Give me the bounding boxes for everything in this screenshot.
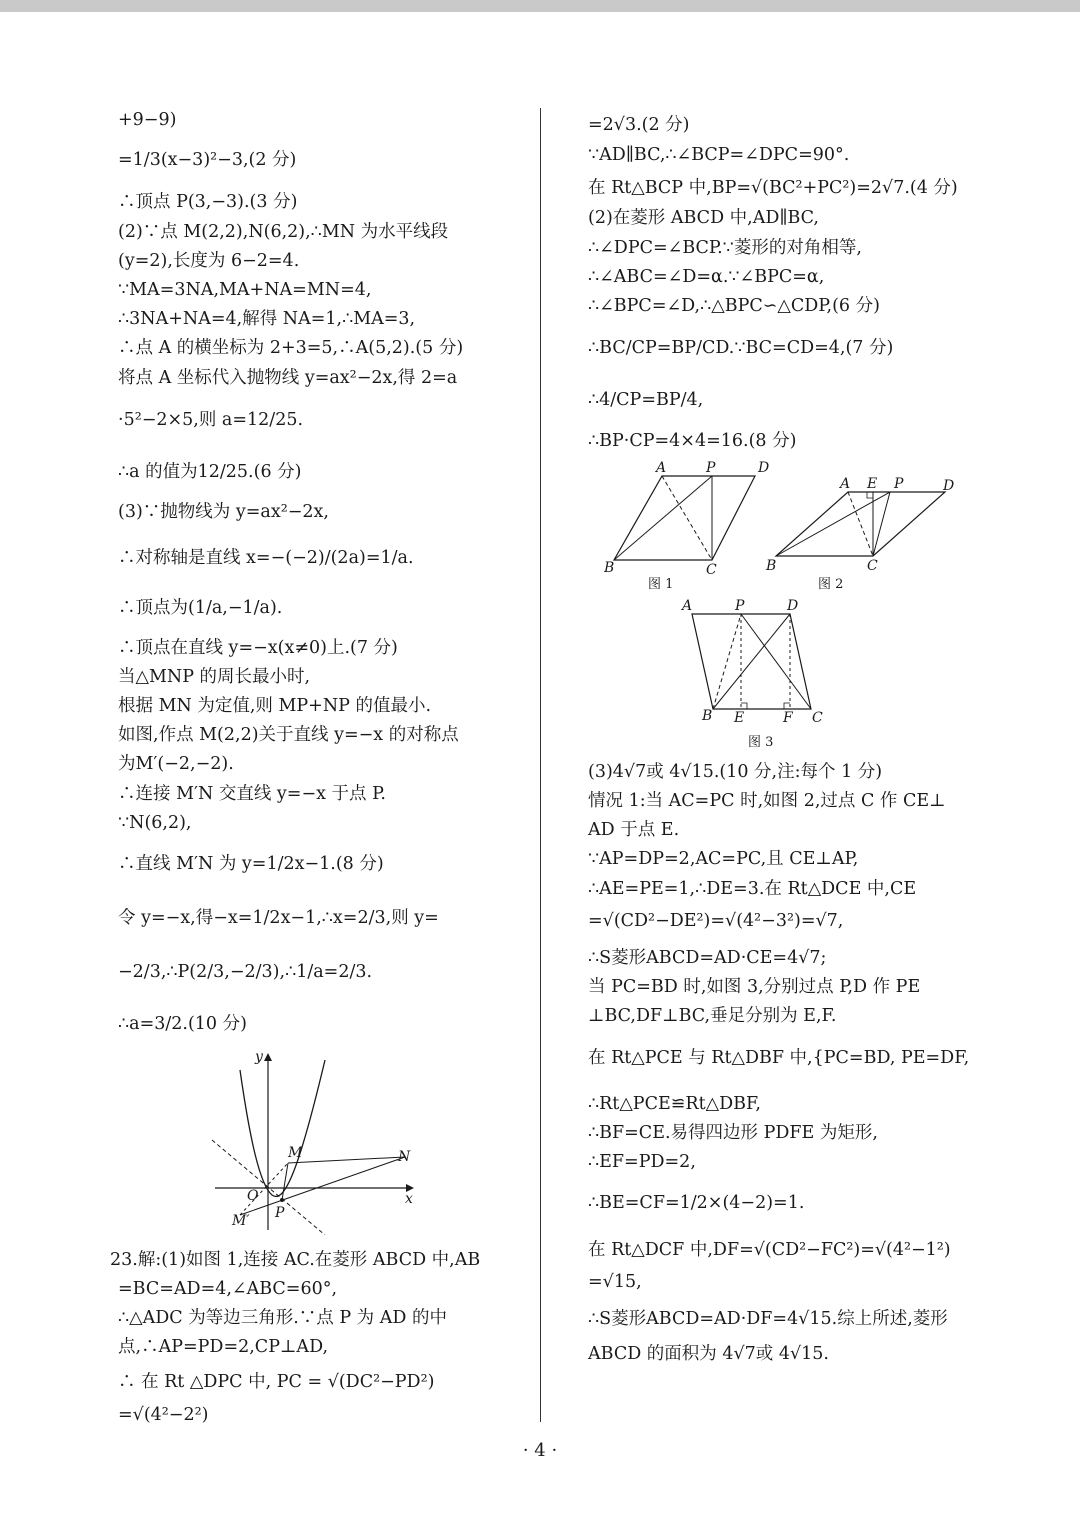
fig2-label-e: E	[867, 476, 878, 492]
text-line: ∴顶点在直线 y=−x(x≠0)上.(7 分)	[118, 638, 398, 658]
text-line: AD 于点 E.	[588, 820, 680, 840]
column-divider	[540, 108, 541, 1422]
point-label-o: O	[247, 1188, 259, 1204]
fig3-label-a: A	[682, 598, 693, 614]
fig3-label-p: P	[735, 598, 745, 614]
text-line: 当 PC=BD 时,如图 3,分别过点 P,D 作 PE	[588, 977, 921, 997]
text-line: ∴3NA+NA=4,解得 NA=1,∴MA=3,	[118, 309, 416, 329]
text-line: ∴S菱形ABCD=AD·DF=4√15.综上所述,菱形	[588, 1309, 948, 1329]
text-line: 23.解:(1)如图 1,连接 AC.在菱形 ABCD 中,AB	[110, 1250, 481, 1270]
text-line: (2)∵点 M(2,2),N(6,2),∴MN 为水平线段	[118, 222, 449, 242]
text-line: ∴∠BPC=∠D,∴△BPC∽△CDP,(6 分)	[588, 296, 880, 316]
point-label-p: P	[275, 1205, 285, 1221]
text-line: ∴∠DPC=∠BCP.∵菱形的对角相等,	[588, 238, 862, 258]
text-line: ∴ 在 Rt △DPC 中, PC = √(DC²−PD²)	[118, 1372, 435, 1392]
fig2-label-a: A	[840, 476, 851, 492]
text-line: (2)在菱形 ABCD 中,AD∥BC,	[588, 208, 819, 228]
text-line: ∵N(6,2),	[118, 813, 192, 833]
fig3-label-c: C	[812, 710, 823, 726]
text-line: ∴直线 M′N 为 y=1/2x−1.(8 分)	[118, 854, 384, 874]
text-line: 点,∴AP=PD=2,CP⊥AD,	[118, 1337, 329, 1357]
text-line: ∴EF=PD=2,	[588, 1152, 696, 1172]
text-line: ∴a 的值为12/25.(6 分)	[118, 462, 302, 482]
axis-label-y: y	[255, 1049, 263, 1065]
page-number: · 4 ·	[522, 1440, 558, 1461]
text-line: ∴4/CP=BP/4,	[588, 390, 704, 410]
point-label-m-prime: M′	[232, 1213, 250, 1229]
text-line: =1/3(x−3)²−3,(2 分)	[118, 150, 297, 170]
fig2-label-b: B	[766, 558, 777, 574]
text-line: ∴BE=CF=1/2×(4−2)=1.	[588, 1193, 805, 1213]
text-line: ∴BF=CE.易得四边形 PDFE 为矩形,	[588, 1123, 878, 1143]
figure-3	[676, 596, 836, 756]
fig1-label-p: P	[706, 460, 716, 476]
text-line: =√(CD²−DE²)=√(4²−3²)=√7,	[588, 911, 844, 931]
text-line: ∴顶点为(1/a,−1/a).	[118, 598, 283, 618]
text-line: ⊥BC,DF⊥BC,垂足分别为 E,F.	[588, 1006, 837, 1026]
text-line: 将点 A 坐标代入抛物线 y=ax²−2x,得 2=a	[118, 368, 458, 388]
fig2-label-d: D	[943, 478, 955, 494]
fig2-label-c: C	[867, 558, 878, 574]
fig2-label-p: P	[894, 476, 904, 492]
text-line: (3)∵抛物线为 y=ax²−2x,	[118, 502, 329, 522]
fig3-label-f: F	[783, 710, 793, 726]
fig1-label-c: C	[706, 562, 717, 578]
fig1-caption: 图 1	[648, 577, 674, 592]
fig1-label-b: B	[604, 560, 615, 576]
text-line: ∴∠ABC=∠D=α.∵∠BPC=α,	[588, 267, 825, 287]
text-line: (y=2),长度为 6−2=4.	[118, 251, 300, 271]
text-line: 在 Rt△PCE 与 Rt△DBF 中,{PC=BD, PE=DF,	[588, 1048, 970, 1068]
fig3-caption: 图 3	[748, 735, 774, 750]
text-line: ∴a=3/2.(10 分)	[118, 1014, 247, 1034]
fig1-label-d: D	[758, 460, 770, 476]
text-line: 令 y=−x,得−x=1/2x−1,∴x=2/3,则 y=	[118, 908, 439, 928]
text-line: 根据 MN 为定值,则 MP+NP 的值最小.	[118, 696, 432, 716]
fig3-label-b: B	[702, 708, 713, 724]
point-label-n: N	[398, 1149, 411, 1165]
text-line: 为M′(−2,−2).	[118, 754, 234, 774]
text-line: =2√3.(2 分)	[588, 115, 690, 135]
text-line: ∴对称轴是直线 x=−(−2)/(2a)=1/a.	[118, 548, 414, 568]
text-line: ·5²−2×5,则 a=12/25.	[118, 410, 304, 430]
text-line: ∴BC/CP=BP/CD.∵BC=CD=4,(7 分)	[588, 338, 894, 358]
text-line: (3)4√7或 4√15.(10 分,注:每个 1 分)	[588, 762, 883, 782]
text-line: −2/3,∴P(2/3,−2/3),∴1/a=2/3.	[118, 962, 373, 982]
text-line: ∴AE=PE=1,∴DE=3.在 Rt△DCE 中,CE	[588, 879, 917, 899]
fig3-label-e: E	[734, 710, 745, 726]
text-line: ∵MA=3NA,MA+NA=MN=4,	[118, 280, 372, 300]
text-line: ∴BP·CP=4×4=16.(8 分)	[588, 431, 797, 451]
text-line: =BC=AD=4,∠ABC=60°,	[118, 1279, 338, 1299]
text-line: ∴点 A 的横坐标为 2+3=5,∴A(5,2).(5 分)	[118, 338, 464, 358]
text-line: ∴△ADC 为等边三角形.∵点 P 为 AD 的中	[118, 1308, 447, 1328]
fig2-caption: 图 2	[818, 577, 844, 592]
text-line: 在 Rt△BCP 中,BP=√(BC²+PC²)=2√7.(4 分)	[588, 178, 958, 198]
figure-2	[760, 472, 970, 600]
text-line: 如图,作点 M(2,2)关于直线 y=−x 的对称点	[118, 725, 459, 745]
text-line: 在 Rt△DCF 中,DF=√(CD²−FC²)=√(4²−1²)	[588, 1240, 951, 1260]
text-line: ∴连接 M′N 交直线 y=−x 于点 P.	[118, 784, 386, 804]
text-line: ∴S菱形ABCD=AD·CE=4√7;	[588, 948, 827, 968]
fig1-label-a: A	[656, 460, 667, 476]
text-line: +9−9)	[118, 110, 177, 130]
top-border	[0, 0, 1080, 12]
text-line: ∵AP=DP=2,AC=PC,且 CE⊥AP,	[588, 849, 859, 869]
parabola-graph	[200, 1045, 430, 1235]
figure-1	[600, 458, 775, 598]
text-line: =√15,	[588, 1272, 642, 1292]
fig3-label-d: D	[787, 598, 799, 614]
point-label-m: M	[288, 1145, 303, 1161]
text-line: 当△MNP 的周长最小时,	[118, 667, 311, 687]
axis-label-x: x	[405, 1191, 413, 1207]
text-line: ABCD 的面积为 4√7或 4√15.	[588, 1344, 829, 1364]
text-line: =√(4²−2²)	[118, 1405, 209, 1425]
text-line: 情况 1:当 AC=PC 时,如图 2,过点 C 作 CE⊥	[588, 791, 946, 811]
text-line: ∴Rt△PCE≌Rt△DBF,	[588, 1094, 761, 1114]
text-line: ∵AD∥BC,∴∠BCP=∠DPC=90°.	[588, 145, 850, 165]
text-line: ∴顶点 P(3,−3).(3 分)	[118, 192, 298, 212]
